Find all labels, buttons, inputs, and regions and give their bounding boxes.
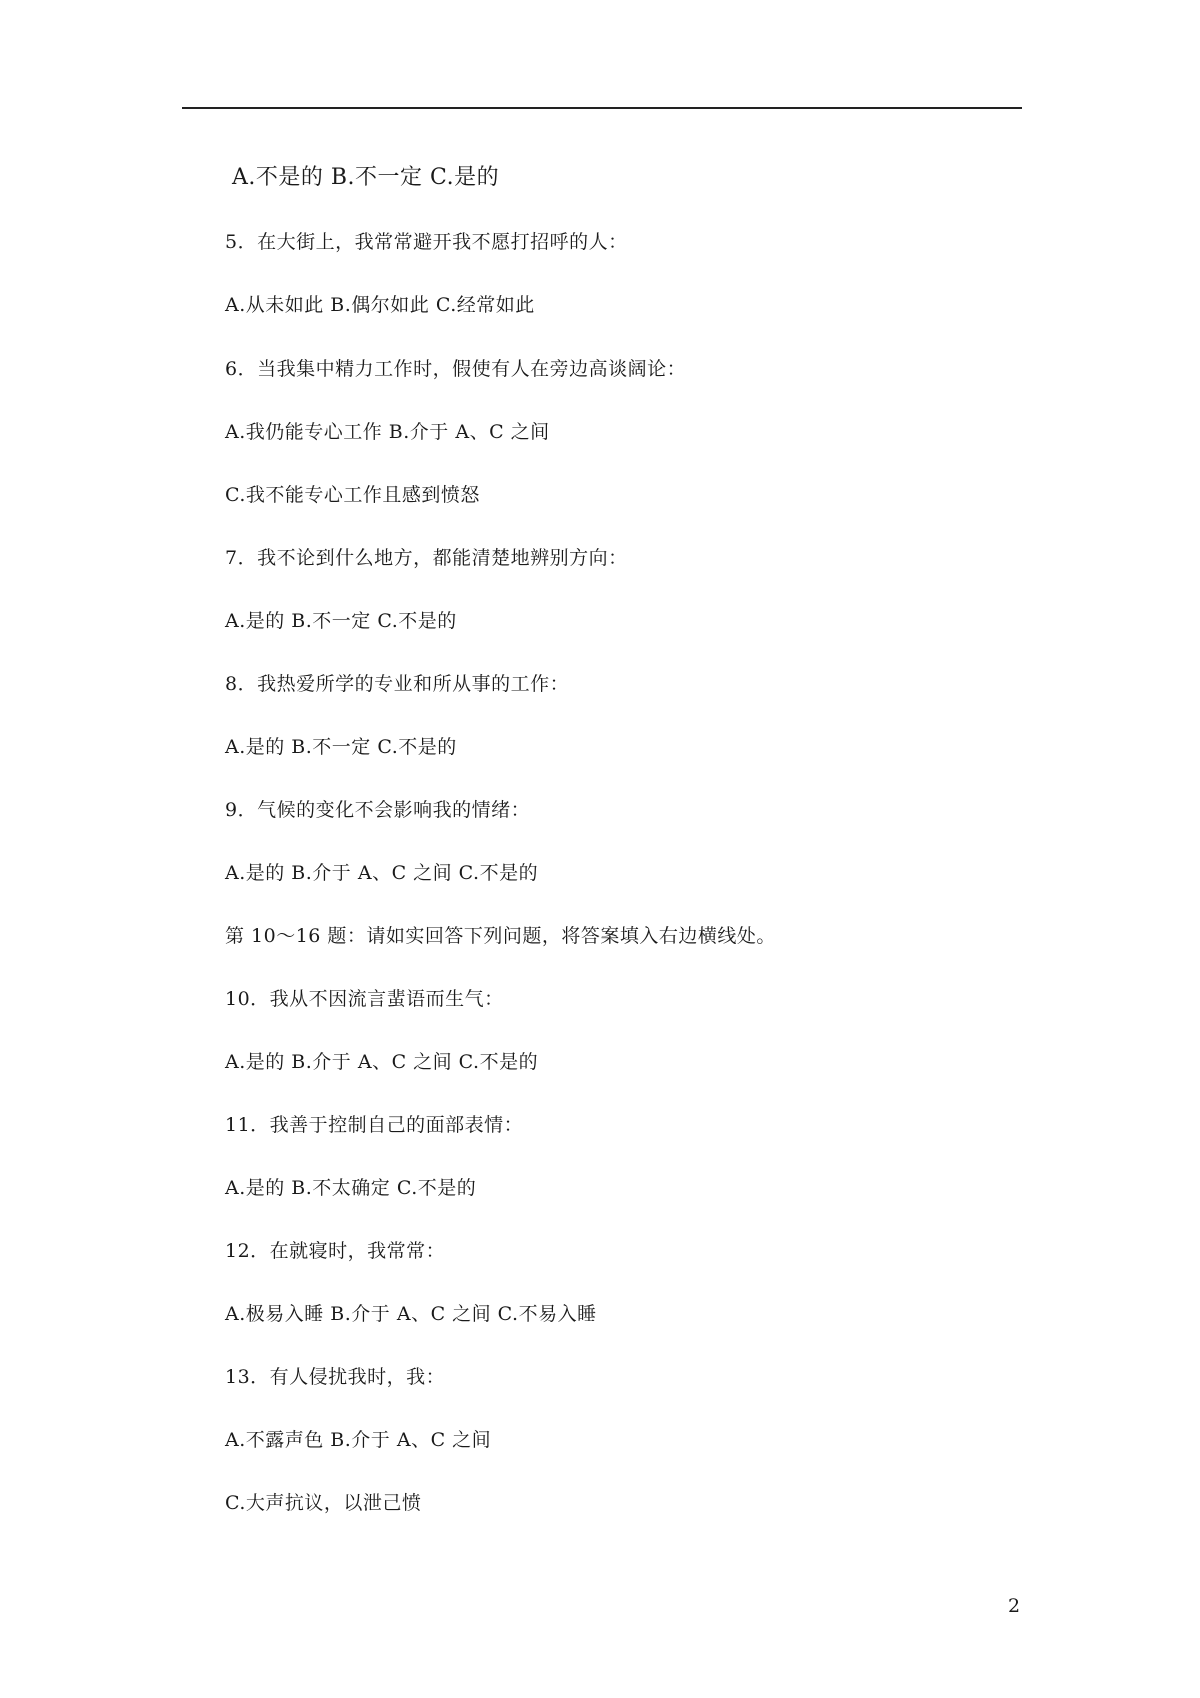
question-6: 6．当我集中精力工作时，假使有人在旁边高谈阔论：: [225, 358, 687, 380]
page-number: 2: [1008, 1595, 1021, 1617]
answer-options-q6-c: C.我不能专心工作且感到愤怒: [225, 484, 480, 506]
answer-options-q9: A.是的 B.介于 A、C 之间 C.不是的: [225, 862, 539, 884]
answer-options-q13-ab: A.不露声色 B.介于 A、C 之间: [225, 1429, 492, 1451]
header-rule: [182, 107, 1022, 109]
answer-options-q13-c: C.大声抗议，以泄己愤: [225, 1492, 422, 1514]
answer-options-q12: A.极易入睡 B.介于 A、C 之间 C.不易入睡: [225, 1303, 597, 1325]
question-11: 11．我善于控制自己的面部表情：: [225, 1114, 524, 1136]
answer-options-q7: A.是的 B.不一定 C.不是的: [225, 610, 457, 632]
question-10: 10．我从不因流言蜚语而生气：: [225, 988, 504, 1010]
answer-options-q5: A.从未如此 B.偶尔如此 C.经常如此: [225, 294, 535, 316]
answer-options-q10: A.是的 B.介于 A、C 之间 C.不是的: [225, 1051, 539, 1073]
question-8: 8．我热爱所学的专业和所从事的工作：: [225, 673, 570, 695]
answer-options-q4: A.不是的 B.不一定 C.是的: [232, 165, 500, 190]
answer-options-q11: A.是的 B.不太确定 C.不是的: [225, 1177, 477, 1199]
answer-options-q8: A.是的 B.不一定 C.不是的: [225, 736, 457, 758]
question-7: 7．我不论到什么地方，都能清楚地辨别方向：: [225, 547, 628, 569]
question-12: 12．在就寝时，我常常：: [225, 1240, 446, 1262]
answer-options-q6-ab: A.我仍能专心工作 B.介于 A、C 之间: [225, 421, 550, 443]
section-instruction: 第 10～16 题：请如实回答下列问题，将答案填入右边横线处。: [225, 925, 776, 947]
question-13: 13．有人侵扰我时，我：: [225, 1366, 446, 1388]
question-5: 5．在大街上，我常常避开我不愿打招呼的人：: [225, 231, 628, 253]
question-9: 9．气候的变化不会影响我的情绪：: [225, 799, 531, 821]
